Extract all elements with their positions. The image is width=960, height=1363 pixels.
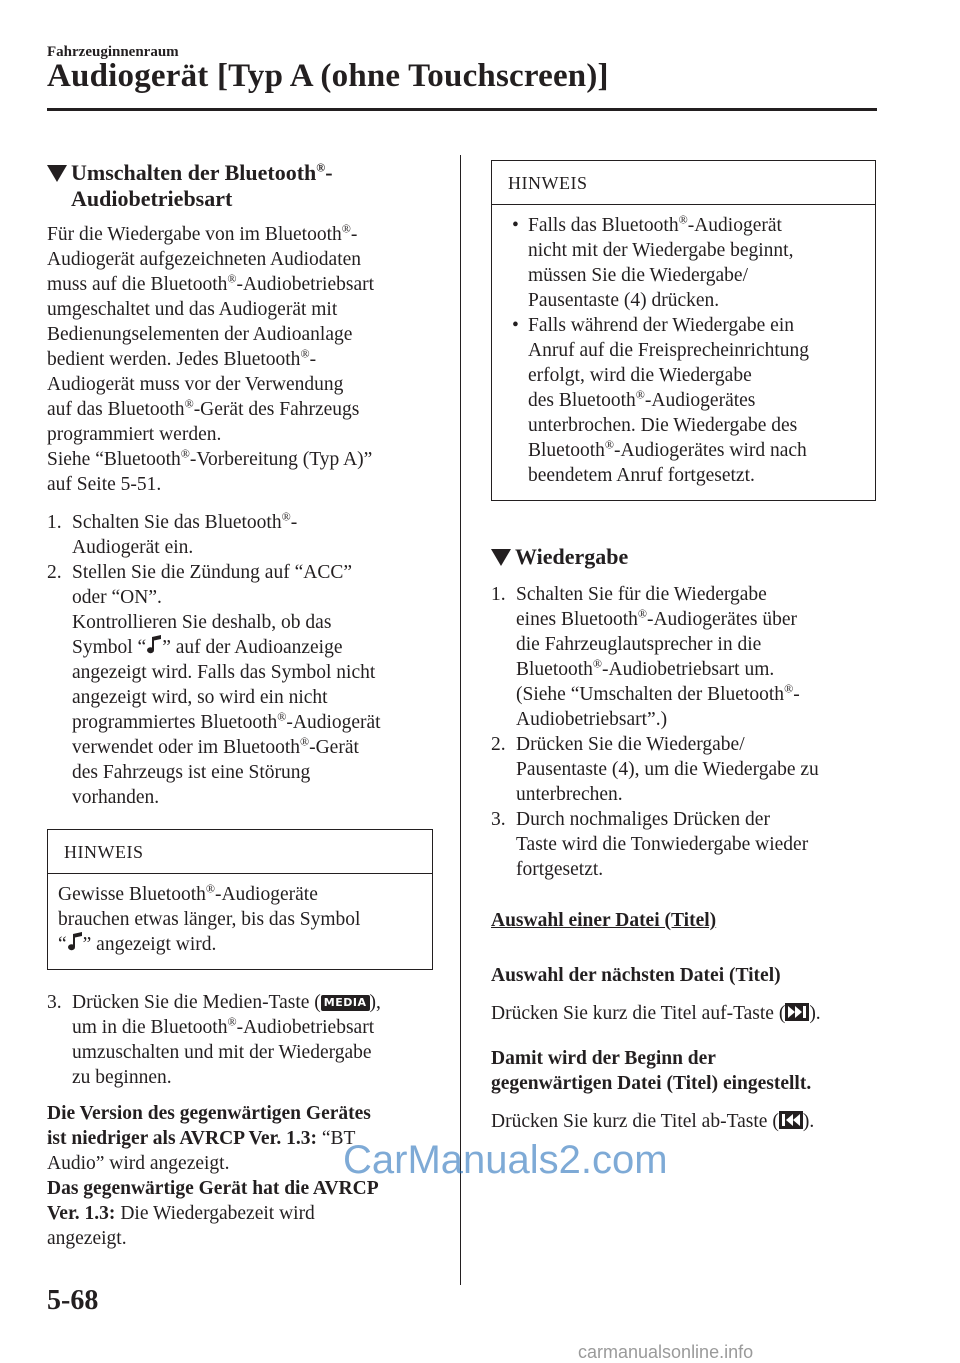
current-file-text: Drücken Sie kurz die Titel ab-Taste ( ). [491,1111,815,1132]
list-item: 1. Schalten Sie für die Wiedergabe eines Bluetooth®-Audiogerätes über die Fahrzeuglautsprecher in die Bluetooth®-Audiobetriebsart um. (Siehe “Umschalten der Bluetooth®- Audiobetriebsart”.) [491,584,800,730]
list-item: 3. Durch nochmaliges Drücken der Taste wird die Tonwiedergabe wieder fortgesetzt. [491,809,809,880]
next-file-text: Drücken Sie kurz die Titel auf-Taste ( ). [491,1003,821,1024]
next-file-title: Auswahl der nächsten Datei (Titel) [491,965,781,986]
watermark-footer: carmanualsonline.info [578,1342,754,1362]
list-item: 2. Stellen Sie die Zündung auf “ACC” oder “ON”. Kontrollieren Sie deshalb, ob das Symbol “ ” auf der Audioanzeige angezeigt wird. Falls das Symbol nicht angezeigt wird, so wird ein nicht programmiertes Bluetooth®-Audiogerät verwendet oder im Bluetooth®-Gerät des Fahrzeugs ist eine Störung vorhanden. [47,562,381,808]
header-rule [47,108,877,111]
previous-track-icon [779,1111,803,1129]
playback-steps [491,582,877,882]
triangle-marker-icon [491,549,511,566]
heading-playback: Wiedergabe [491,544,877,570]
media-button-icon: MEDIA [321,995,370,1011]
steps-list [47,510,437,810]
right-column [491,160,877,1134]
music-note-icon [146,635,162,655]
page-number: 5-68 [47,1285,99,1316]
heading-bluetooth-mode: Umschalten der Bluetooth®- Audiobetriebsart [47,160,437,212]
list-item: 2. Drücken Sie die Wiedergabe/ Pausentaste (4), um die Wiedergabe zu unterbrechen. [491,734,819,805]
music-note-icon [67,932,83,952]
list-item: • Falls während der Wiedergabe ein Anruf auf die Freisprecheinrichtung erfolgt, wird die Wiedergabe des Bluetooth®-Audiogerätes unterbrochen. Die Wiedergabe des Bluetooth®-Audiogerätes wird nach beendetem Anruf fortgesetzt. [512,315,810,486]
note-box-left [47,829,433,970]
page-title: Audiogerät [Typ A (ohne Touchscreen)] [47,58,609,94]
note-body [492,205,875,500]
version-paragraph: Die Version des gegenwärtigen Gerätes ist niedriger als AVRCP Ver. 1.3: “BT Audio” wird angezeigt. Das gegenwärtige Gerät hat die AVRCP Ver. 1.3: Die Wiedergabezeit wird angezeigt. [47,1103,379,1249]
left-column [47,160,437,1251]
note-bullets [502,213,865,488]
list-item: 1. Schalten Sie das Bluetooth®- Audiogerät ein. [47,509,298,558]
note-heading: HINWEIS [48,830,432,874]
note-box-right [491,160,876,501]
current-file-title: Damit wird der Beginn der gegenwärtigen Datei (Titel) eingestellt. [491,1048,812,1094]
section-label: Fahrzeuginnenraum [47,44,179,60]
steps-list-continued [47,990,437,1090]
next-track-icon [785,1003,809,1021]
select-file-title: Auswahl einer Datei (Titel) [491,910,717,931]
watermark-logo: CarManuals2.com [343,1138,668,1182]
intro-paragraph: Für die Wiedergabe von im Bluetooth®- Audiogerät aufgezeichneten Audiodaten muss auf die Bluetooth®-Audiobetriebsart umgeschaltet und das Audiogerät mit Bedienungselementen der Audioanlage bedient werden. Jedes Bluetooth®- Audiogerät muss vor der Verwendung auf das Bluetooth®-Gerät des Fahrzeugs programmiert werden. Siehe “Bluetooth®-Vorbereitung (Typ A)” auf Seite 5-51. [47,221,375,495]
list-item: • Falls das Bluetooth®-Audiogerät nicht mit der Wiedergabe beginnt, müssen Sie die Wiedergabe/ Pausentaste (4) drücken. [512,212,794,311]
note-heading: HINWEIS [492,161,875,205]
column-divider [460,155,461,1285]
note-body: Gewisse Bluetooth®-Audiogeräte brauchen etwas länger, bis das Symbol “ ” angezeigt wird. [58,881,361,955]
list-item: 3. Drücken Sie die Medien-Taste ( MEDIA ), um in die Bluetooth®-Audiobetriebsart umzuschalten und mit der Wiedergabe zu beginnen. [47,992,381,1088]
triangle-marker-icon [47,165,67,182]
